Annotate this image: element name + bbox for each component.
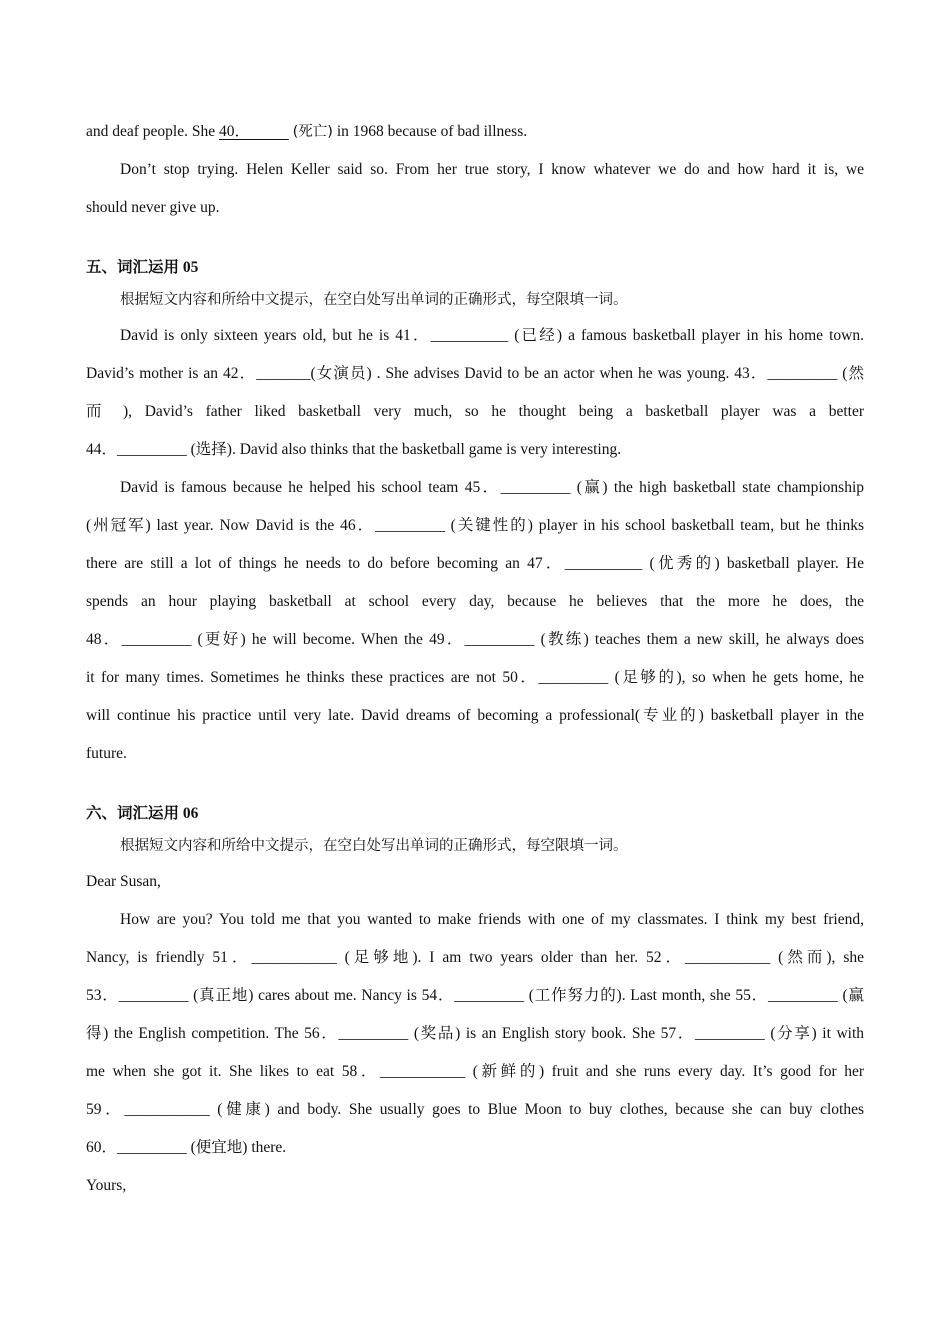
section6-line-4: 得) the English competition. The 56．_________ (奖品) is an English story book. She 57．_________ (分享) it with [86, 1025, 864, 1042]
section5-line-2: David’s mother is an 42．_______(女演员) . She advises David to be an actor when he was young. 43．_________ (然 [86, 365, 864, 382]
blank-40[interactable]: 40． [219, 123, 251, 140]
section5-instruction: 根据短文内容和所给中文提示，在空白处写出单词的正确形式，每空限填一词。 [120, 292, 628, 308]
passage4-line-1 [86, 113, 864, 151]
section5-line-7: there are still a lot of things he needs to do before becoming an 47．__________ (优秀的) basketball player. He [86, 555, 864, 572]
section6-line-1: How are you? You told me that you wanted to make friends with one of my classmates. I think my best friend, [120, 911, 864, 928]
section5-line-12: future. [86, 745, 127, 762]
document-page [86, 113, 864, 1205]
letter-greeting: Dear Susan, [86, 873, 161, 890]
section6-heading: 六、词汇运用 06 [86, 805, 199, 822]
passage4-line-3: should never give up. [86, 199, 220, 216]
section5-line-9: 48．_________ (更好) he will become. When the 49．_________ (教练) teaches them a new skill, he always does [86, 631, 864, 648]
section5-line-3: 而 ), David’s father liked basketball very much, so he thought being a basketball player was a better [86, 403, 864, 420]
section5-line-1: David is only sixteen years old, but he is 41．__________ (已经) a famous basketball player in his home town. [120, 327, 864, 344]
section6-line-2: Nancy, is friendly 51．___________ (足够地). I am two years older than her. 52．___________ (然而), she [86, 949, 864, 966]
hint-40: (死亡) [292, 124, 333, 140]
text-run: and deaf people. She [86, 123, 219, 140]
section5-heading: 五、词汇运用 05 [86, 259, 199, 276]
section5-line-10: it for many times. Sometimes he thinks these practices are not 50．_________ (足够的), so when he gets home, he [86, 669, 864, 686]
section5-line-8: spends an hour playing basketball at school every day, because he believes that the more he does, the [86, 593, 864, 610]
section5-line-11: will continue his practice until very late. David dreams of becoming a professional(专业的) basketball player in the [86, 707, 864, 724]
section5-line-6: (州冠军) last year. Now David is the 46．_________ (关键性的) player in his school basketball team, but he thinks [86, 517, 864, 534]
text-run: in 1968 because of bad illness. [332, 123, 528, 140]
passage4-line-2: Don’t stop trying. Helen Keller said so. From her true story, I know whatever we do and how hard it is, we [120, 161, 864, 178]
section6-line-7: 60．_________ (便宜地) there. [86, 1139, 287, 1156]
letter-closing: Yours, [86, 1177, 127, 1194]
section5-line-4: 44．_________ (选择). David also thinks that the basketball game is very interesting. [86, 441, 622, 458]
section6-line-5: me when she got it. She likes to eat 58．___________ (新鲜的) fruit and she runs every day. It’s good for her [86, 1063, 864, 1080]
section6-line-3: 53．_________ (真正地) cares about me. Nancy is 54．_________ (工作努力的). Last month, she 55．_________ (赢 [86, 987, 864, 1004]
section6-line-6: 59．___________ (健康) and body. She usually goes to Blue Moon to buy clothes, because she can buy clothes [86, 1101, 864, 1118]
section5-line-5: David is famous because he helped his school team 45．_________ (赢) the high basketball state championship [120, 479, 864, 496]
section6-instruction: 根据短文内容和所给中文提示，在空白处写出单词的正确形式，每空限填一词。 [120, 838, 628, 854]
